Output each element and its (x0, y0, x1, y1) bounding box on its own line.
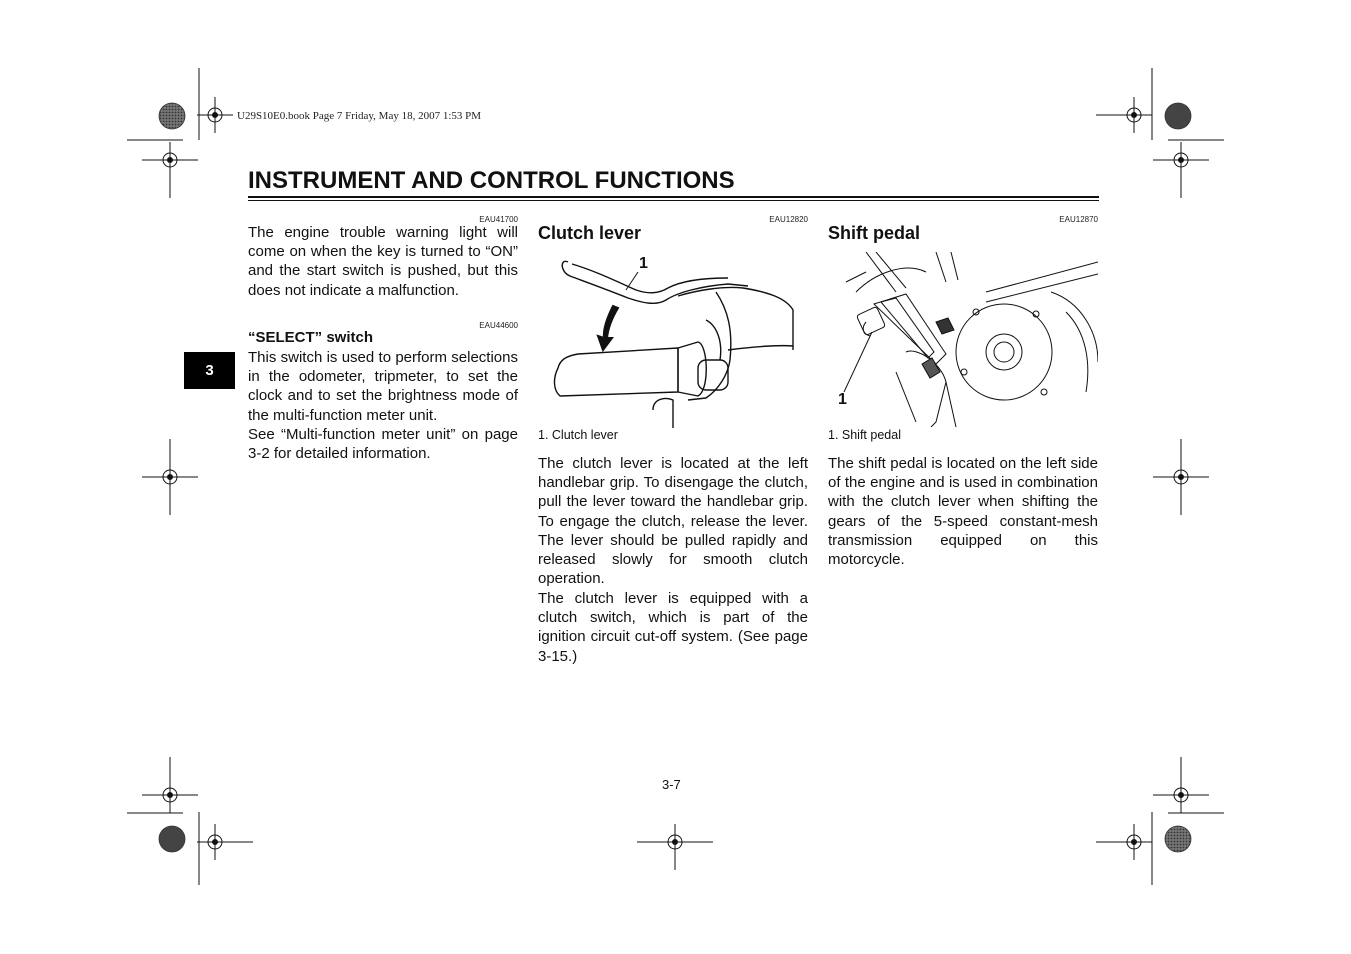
code-label: EAU44600 (479, 321, 518, 330)
section-title: INSTRUMENT AND CONTROL FUNCTIONS (248, 167, 735, 194)
callout-number: 1 (639, 255, 648, 272)
shift-pedal-text: The shift pedal is located on the left side of the engine and is used in combination with the clutch lever when shifting the gears of the 5-speed constant-mesh transmission equipped on this motorcycle. (828, 455, 1098, 569)
figure-caption: 1. Clutch lever (538, 428, 618, 442)
title-rule-thin (248, 200, 1099, 201)
shift-pedal-illustration (836, 252, 1098, 427)
chapter-tab: 3 (184, 352, 235, 389)
clutch-lever-text: The clutch lever is located at the left handlebar grip. To disengage the clutch, pull the lever toward the handlebar grip. To engage the clutch, release the lever. The lever should be pulled rapidly and released slowly for smooth clutch operation. (538, 455, 808, 588)
page-number: 3-7 (662, 777, 681, 792)
code-label: EAU12820 (769, 215, 808, 224)
clutch-lever-heading: Clutch lever (538, 223, 642, 243)
clutch-switch-text: The clutch lever is equipped with a clutch switch, which is part of the ignition circuit cut-off system. (See page 3-15.) (538, 590, 808, 665)
clutch-lever-illustration (538, 250, 808, 428)
shift-pedal-heading: Shift pedal (828, 223, 921, 243)
select-switch-text: This switch is used to perform selections in the odometer, tripmeter, to set the clock and to set the brightness mode of the multi-function meter unit. (248, 349, 518, 424)
select-switch-reference: See “Multi-function meter unit” on page 3-2 for detailed information. (248, 426, 518, 463)
title-rule (248, 196, 1099, 198)
code-label: EAU12870 (1059, 215, 1098, 224)
code-label: EAU41700 (479, 215, 518, 224)
figure-caption: 1. Shift pedal (828, 428, 901, 442)
callout-number: 1 (838, 391, 847, 408)
print-header: U29S10E0.book Page 7 Friday, May 18, 2007 1:53 PM (237, 110, 482, 122)
select-switch-heading: “SELECT” switch (248, 329, 374, 346)
warning-light-text: The engine trouble warning light will come on when the key is turned to “ON” and the start switch is pushed, but this does not indicate a malfunction. (248, 224, 518, 299)
